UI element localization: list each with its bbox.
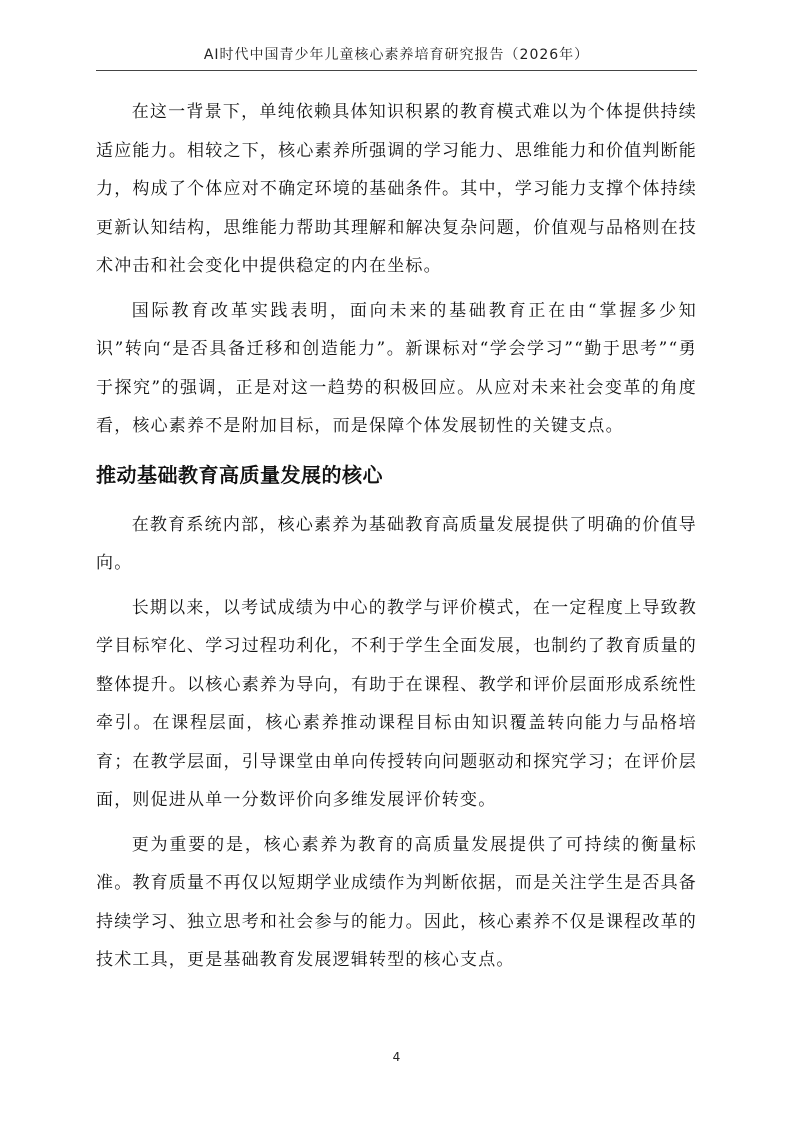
page-number: 4 bbox=[392, 1050, 401, 1064]
body-paragraph: 国际教育改革实践表明，面向未来的基础教育正在由“掌握多少知识”转向“是否具备迁移和创造能力”。新课标对“学会学习”“勤于思考”“勇于探究”的强调，正是对这一趋势的积极回应。从应对未来社会变革的角度看，核心素养不是附加目标，而是保障个体发展韧性的关键支点。 bbox=[96, 300, 697, 436]
running-header: AI时代中国青少年儿童核心素养培育研究报告（2026年） bbox=[203, 47, 590, 63]
body-paragraph: 长期以来，以考试成绩为中心的教学与评价模式，在一定程度上导致教学目标窄化、学习过程功利化，不利于学生全面发展，也制约了教育质量的整体提升。以核心素养为导向，有助于在课程、教学和评价层面形成系统性牵引。在课程层面，核心素养推动课程目标由知识覆盖转向能力与品格培育；在教学层面，引导课堂由单向传授转向问题驱动和探究学习；在评价层面，则促进从单一分数评价向多维发展评价转变。 bbox=[96, 597, 697, 810]
page-body bbox=[96, 93, 697, 980]
body-paragraph: 更为重要的是，核心素养为教育的高质量发展提供了可持续的衡量标准。教育质量不再仅以短期学业成绩作为判断依据，而是关注学生是否具备持续学习、独立思考和社会参与的能力。因此，核心素养不仅是课程改革的技术工具，更是基础教育发展逻辑转型的核心支点。 bbox=[96, 834, 697, 970]
section-heading: 推动基础教育高质量发展的核心 bbox=[96, 462, 383, 487]
header-divider bbox=[96, 70, 697, 71]
body-paragraph: 在这一背景下，单纯依赖具体知识积累的教育模式难以为个体提供持续适应能力。相较之下，核心素养所强调的学习能力、思维能力和价值判断能力，构成了个体应对不确定环境的基础条件。其中，学习能力支撑个体持续更新认知结构，思维能力帮助其理解和解决复杂问题，价值观与品格则在技术冲击和社会变化中提供稳定的内在坐标。 bbox=[96, 102, 697, 276]
body-paragraph: 在教育系统内部，核心素养为基础教育高质量发展提供了明确的价值导向。 bbox=[96, 514, 697, 573]
